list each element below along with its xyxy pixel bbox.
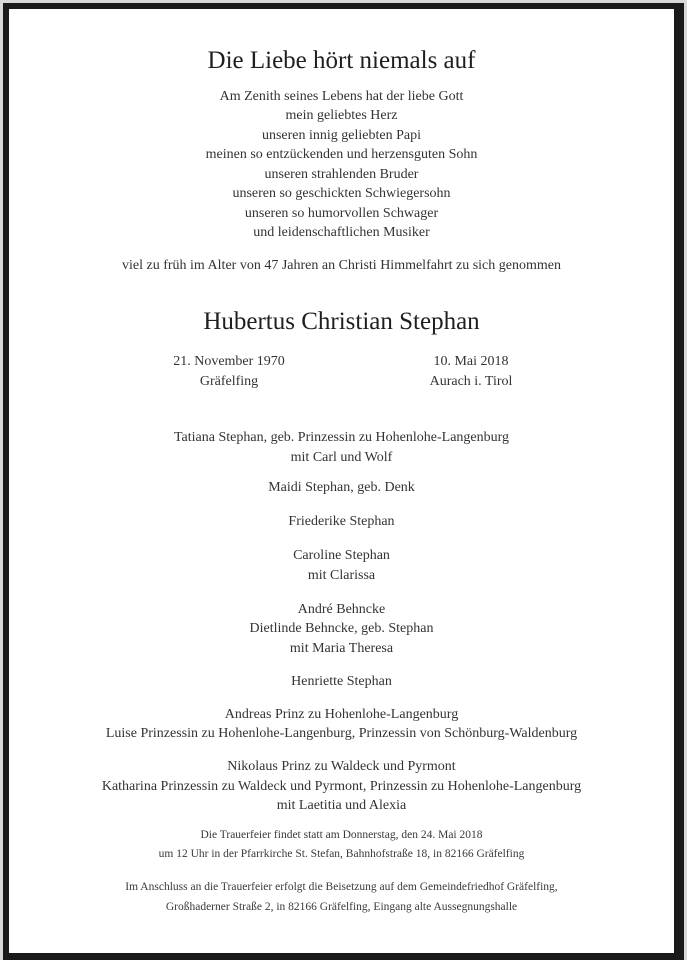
- poem-line: unseren innig geliebten Papi: [261, 128, 422, 143]
- poem-line: unseren so humorvollen Schwager: [244, 206, 439, 221]
- mourner-line: André Behncke: [297, 602, 386, 617]
- poem-line: unseren so geschickten Schwiegersohn: [232, 186, 451, 201]
- mourner-line: mit Laetitia und Alexia: [276, 798, 407, 813]
- mourner-line: Caroline Stephan: [293, 548, 390, 563]
- mourner-line: Nikolaus Prinz zu Waldeck und Pyrmont: [227, 759, 456, 774]
- mourner-line: Friederike Stephan: [288, 514, 395, 529]
- birth-date: 21. November 1970: [173, 354, 285, 369]
- burial-line: Großhaderner Straße 2, in 82166 Gräfelfing, Eingang alte Aussegnungshalle: [165, 901, 518, 913]
- mourner-line: Maidi Stephan, geb. Denk: [268, 480, 415, 495]
- poem-line: mein geliebtes Herz: [285, 108, 398, 123]
- mourner-line: Dietlinde Behncke, geb. Stephan: [249, 621, 434, 636]
- mourner-line: mit Maria Theresa: [289, 641, 394, 656]
- funeral-service-line: Die Trauerfeier findet statt am Donnerstag, den 24. Mai 2018: [200, 829, 483, 841]
- deceased-name: Hubertus Christian Stephan: [203, 308, 480, 335]
- burial-line: Im Anschluss an die Trauerfeier erfolgt die Beisetzung auf dem Gemeindefriedhof Gräfelfing,: [125, 881, 558, 893]
- poem-line: meinen so entzückenden und herzensguten Sohn: [205, 147, 478, 162]
- birth-place: Gräfelfing: [199, 374, 259, 389]
- poem-line: Am Zenith seines Lebens hat der liebe Gott: [219, 89, 464, 104]
- death-place: Aurach i. Tirol: [429, 374, 513, 389]
- mourner-line: Katharina Prinzessin zu Waldeck und Pyrmont, Prinzessin zu Hohenlohe-Langenburg: [101, 779, 582, 794]
- mourner-line: Henriette Stephan: [291, 674, 392, 689]
- age-line: viel zu früh im Alter von 47 Jahren an Christi Himmelfahrt zu sich genommen: [122, 258, 561, 273]
- poem-line: unseren strahlenden Bruder: [264, 167, 419, 182]
- mourner-line: mit Carl und Wolf: [290, 450, 393, 465]
- mourner-line: Tatiana Stephan, geb. Prinzessin zu Hohenlohe-Langenburg: [173, 430, 510, 445]
- funeral-service-line: um 12 Uhr in der Pfarrkirche St. Stefan, Bahnhofstraße 18, in 82166 Gräfelfing: [158, 848, 525, 860]
- heading: Die Liebe hört niemals auf: [207, 47, 476, 74]
- mourner-line: Luise Prinzessin zu Hohenlohe-Langenburg, Prinzessin von Schönburg-Waldenburg: [105, 726, 578, 741]
- mourner-line: Andreas Prinz zu Hohenlohe-Langenburg: [224, 707, 459, 722]
- death-date: 10. Mai 2018: [433, 354, 509, 369]
- poem-line: und leidenschaftlichen Musiker: [253, 225, 430, 240]
- mourner-line: mit Clarissa: [307, 568, 376, 583]
- obituary-page: [9, 9, 674, 953]
